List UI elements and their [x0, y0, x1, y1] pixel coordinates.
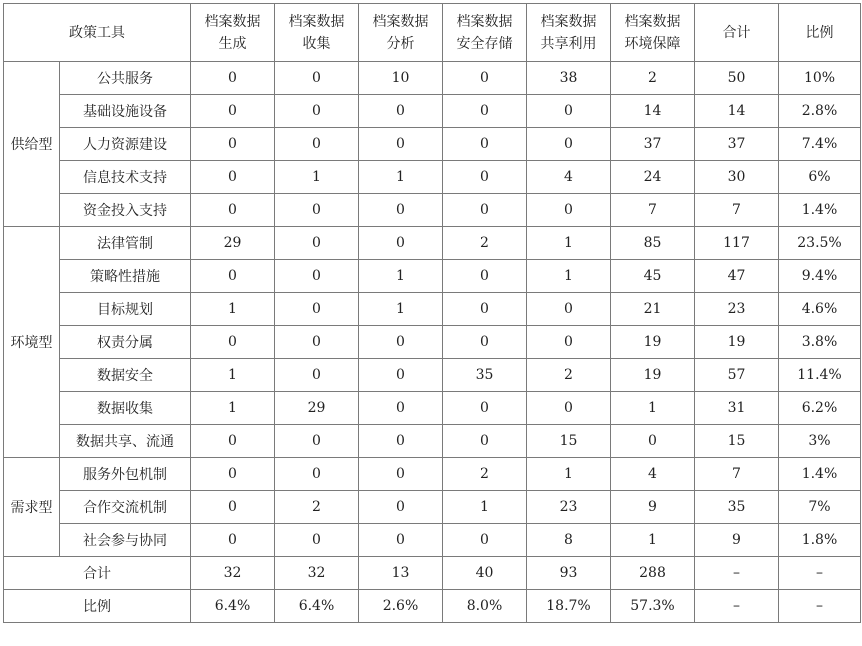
value-cell: 0 — [275, 293, 359, 326]
value-cell: 2 — [275, 491, 359, 524]
header-col-analyze: 档案数据 分析 — [359, 4, 443, 62]
footer-value: 32 — [275, 557, 359, 590]
value-cell: 23 — [527, 491, 611, 524]
table-row — [4, 293, 861, 326]
row-total: 14 — [695, 95, 779, 128]
value-cell: 19 — [611, 359, 695, 392]
value-cell: 0 — [443, 392, 527, 425]
value-cell: 37 — [611, 128, 695, 161]
value-cell: 0 — [191, 161, 275, 194]
row-name: 权责分属 — [60, 326, 191, 359]
value-cell: 10 — [359, 62, 443, 95]
value-cell: 0 — [275, 227, 359, 260]
value-cell: 1 — [527, 260, 611, 293]
table-row — [4, 95, 861, 128]
table-row — [4, 392, 861, 425]
value-cell: 38 — [527, 62, 611, 95]
value-cell: 1 — [359, 260, 443, 293]
header-total: 合计 — [695, 4, 779, 62]
row-total: 31 — [695, 392, 779, 425]
row-ratio: 7.4% — [779, 128, 861, 161]
footer-ratio: – — [779, 557, 861, 590]
footer-value: 288 — [611, 557, 695, 590]
value-cell: 9 — [611, 491, 695, 524]
value-cell: 0 — [611, 425, 695, 458]
row-name: 法律管制 — [60, 227, 191, 260]
row-ratio: 1.8% — [779, 524, 861, 557]
value-cell: 0 — [275, 425, 359, 458]
value-cell: 0 — [443, 128, 527, 161]
footer-ratio: – — [779, 590, 861, 623]
value-cell: 0 — [443, 326, 527, 359]
value-cell: 8 — [527, 524, 611, 557]
row-ratio: 10% — [779, 62, 861, 95]
value-cell: 0 — [359, 425, 443, 458]
value-cell: 4 — [527, 161, 611, 194]
value-cell: 0 — [191, 524, 275, 557]
table-row — [4, 194, 861, 227]
value-cell: 0 — [443, 524, 527, 557]
footer-value: 32 — [191, 557, 275, 590]
value-cell: 1 — [191, 359, 275, 392]
row-name: 数据收集 — [60, 392, 191, 425]
value-cell: 1 — [191, 293, 275, 326]
value-cell: 1 — [191, 392, 275, 425]
row-name: 公共服务 — [60, 62, 191, 95]
value-cell: 1 — [527, 227, 611, 260]
row-ratio: 3.8% — [779, 326, 861, 359]
value-cell: 0 — [191, 95, 275, 128]
table-row — [4, 326, 861, 359]
value-cell: 0 — [359, 326, 443, 359]
value-cell: 0 — [527, 95, 611, 128]
row-ratio: 11.4% — [779, 359, 861, 392]
value-cell: 45 — [611, 260, 695, 293]
value-cell: 1 — [275, 161, 359, 194]
footer-value: 6.4% — [191, 590, 275, 623]
footer-label: 比例 — [4, 590, 191, 623]
value-cell: 0 — [527, 128, 611, 161]
value-cell: 0 — [527, 326, 611, 359]
value-cell: 0 — [359, 128, 443, 161]
value-cell: 1 — [359, 161, 443, 194]
footer-label: 合计 — [4, 557, 191, 590]
footer-value: 8.0% — [443, 590, 527, 623]
row-name: 社会参与协同 — [60, 524, 191, 557]
value-cell: 0 — [275, 194, 359, 227]
value-cell: 0 — [359, 227, 443, 260]
value-cell: 0 — [191, 260, 275, 293]
group-label: 需求型 — [4, 458, 60, 557]
value-cell: 2 — [527, 359, 611, 392]
group-label: 环境型 — [4, 227, 60, 458]
row-ratio: 6% — [779, 161, 861, 194]
table-row — [4, 227, 861, 260]
row-name: 基础设施设备 — [60, 95, 191, 128]
value-cell: 2 — [443, 227, 527, 260]
value-cell: 0 — [527, 194, 611, 227]
value-cell: 0 — [275, 95, 359, 128]
row-name: 资金投入支持 — [60, 194, 191, 227]
header-tool: 政策工具 — [4, 4, 191, 62]
value-cell: 0 — [443, 260, 527, 293]
value-cell: 0 — [443, 194, 527, 227]
value-cell: 0 — [191, 491, 275, 524]
row-name: 策略性措施 — [60, 260, 191, 293]
header-col-generate: 档案数据 生成 — [191, 4, 275, 62]
table-row — [4, 359, 861, 392]
value-cell: 0 — [359, 194, 443, 227]
value-cell: 1 — [527, 458, 611, 491]
value-cell: 0 — [443, 425, 527, 458]
table-row — [4, 491, 861, 524]
value-cell: 0 — [275, 62, 359, 95]
value-cell: 0 — [275, 128, 359, 161]
value-cell: 15 — [527, 425, 611, 458]
value-cell: 0 — [527, 392, 611, 425]
value-cell: 29 — [275, 392, 359, 425]
row-total: 57 — [695, 359, 779, 392]
table-row — [4, 62, 861, 95]
value-cell: 0 — [191, 458, 275, 491]
row-total: 47 — [695, 260, 779, 293]
row-ratio: 4.6% — [779, 293, 861, 326]
footer-value: 13 — [359, 557, 443, 590]
value-cell: 19 — [611, 326, 695, 359]
row-ratio: 3% — [779, 425, 861, 458]
row-ratio: 2.8% — [779, 95, 861, 128]
table-row — [4, 524, 861, 557]
row-name: 目标规划 — [60, 293, 191, 326]
value-cell: 0 — [191, 326, 275, 359]
value-cell: 0 — [443, 62, 527, 95]
row-total: 50 — [695, 62, 779, 95]
value-cell: 0 — [359, 458, 443, 491]
footer-total: – — [695, 590, 779, 623]
value-cell: 0 — [359, 359, 443, 392]
value-cell: 2 — [611, 62, 695, 95]
totals-row — [4, 557, 861, 590]
footer-value: 18.7% — [527, 590, 611, 623]
row-name: 服务外包机制 — [60, 458, 191, 491]
header-ratio: 比例 — [779, 4, 861, 62]
value-cell: 21 — [611, 293, 695, 326]
table-row — [4, 425, 861, 458]
value-cell: 0 — [359, 524, 443, 557]
row-ratio: 1.4% — [779, 458, 861, 491]
row-total: 15 — [695, 425, 779, 458]
row-ratio: 7% — [779, 491, 861, 524]
row-total: 23 — [695, 293, 779, 326]
header-col-share: 档案数据 共享利用 — [527, 4, 611, 62]
row-total: 9 — [695, 524, 779, 557]
row-name: 合作交流机制 — [60, 491, 191, 524]
table-row — [4, 161, 861, 194]
footer-value: 40 — [443, 557, 527, 590]
header-row — [4, 4, 861, 62]
value-cell: 0 — [443, 293, 527, 326]
row-name: 人力资源建设 — [60, 128, 191, 161]
row-total: 7 — [695, 458, 779, 491]
value-cell: 0 — [359, 491, 443, 524]
value-cell: 14 — [611, 95, 695, 128]
row-name: 数据安全 — [60, 359, 191, 392]
footer-value: 57.3% — [611, 590, 695, 623]
value-cell: 0 — [275, 359, 359, 392]
value-cell: 4 — [611, 458, 695, 491]
value-cell: 0 — [275, 326, 359, 359]
value-cell: 2 — [443, 458, 527, 491]
header-col-environment: 档案数据 环境保障 — [611, 4, 695, 62]
row-ratio: 9.4% — [779, 260, 861, 293]
table-row — [4, 260, 861, 293]
header-col-storage: 档案数据 安全存储 — [443, 4, 527, 62]
header-col-collect: 档案数据 收集 — [275, 4, 359, 62]
value-cell: 0 — [275, 458, 359, 491]
row-total: 30 — [695, 161, 779, 194]
row-total: 7 — [695, 194, 779, 227]
table-row — [4, 128, 861, 161]
value-cell: 85 — [611, 227, 695, 260]
group-label: 供给型 — [4, 62, 60, 227]
row-name: 信息技术支持 — [60, 161, 191, 194]
value-cell: 0 — [275, 260, 359, 293]
value-cell: 0 — [191, 62, 275, 95]
value-cell: 0 — [359, 95, 443, 128]
value-cell: 0 — [275, 524, 359, 557]
value-cell: 0 — [443, 161, 527, 194]
table-row — [4, 458, 861, 491]
value-cell: 24 — [611, 161, 695, 194]
value-cell: 1 — [611, 524, 695, 557]
footer-value: 93 — [527, 557, 611, 590]
value-cell: 0 — [443, 95, 527, 128]
footer-value: 2.6% — [359, 590, 443, 623]
ratio-row — [4, 590, 861, 623]
row-total: 35 — [695, 491, 779, 524]
row-total: 117 — [695, 227, 779, 260]
value-cell: 1 — [359, 293, 443, 326]
value-cell: 0 — [527, 293, 611, 326]
row-total: 37 — [695, 128, 779, 161]
policy-tool-table — [3, 3, 861, 623]
footer-value: 6.4% — [275, 590, 359, 623]
value-cell: 0 — [191, 128, 275, 161]
value-cell: 0 — [191, 425, 275, 458]
row-ratio: 1.4% — [779, 194, 861, 227]
row-total: 19 — [695, 326, 779, 359]
row-name: 数据共享、流通 — [60, 425, 191, 458]
footer-total: – — [695, 557, 779, 590]
value-cell: 1 — [611, 392, 695, 425]
value-cell: 0 — [191, 194, 275, 227]
value-cell: 29 — [191, 227, 275, 260]
value-cell: 1 — [443, 491, 527, 524]
row-ratio: 23.5% — [779, 227, 861, 260]
value-cell: 0 — [359, 392, 443, 425]
value-cell: 7 — [611, 194, 695, 227]
value-cell: 35 — [443, 359, 527, 392]
row-ratio: 6.2% — [779, 392, 861, 425]
